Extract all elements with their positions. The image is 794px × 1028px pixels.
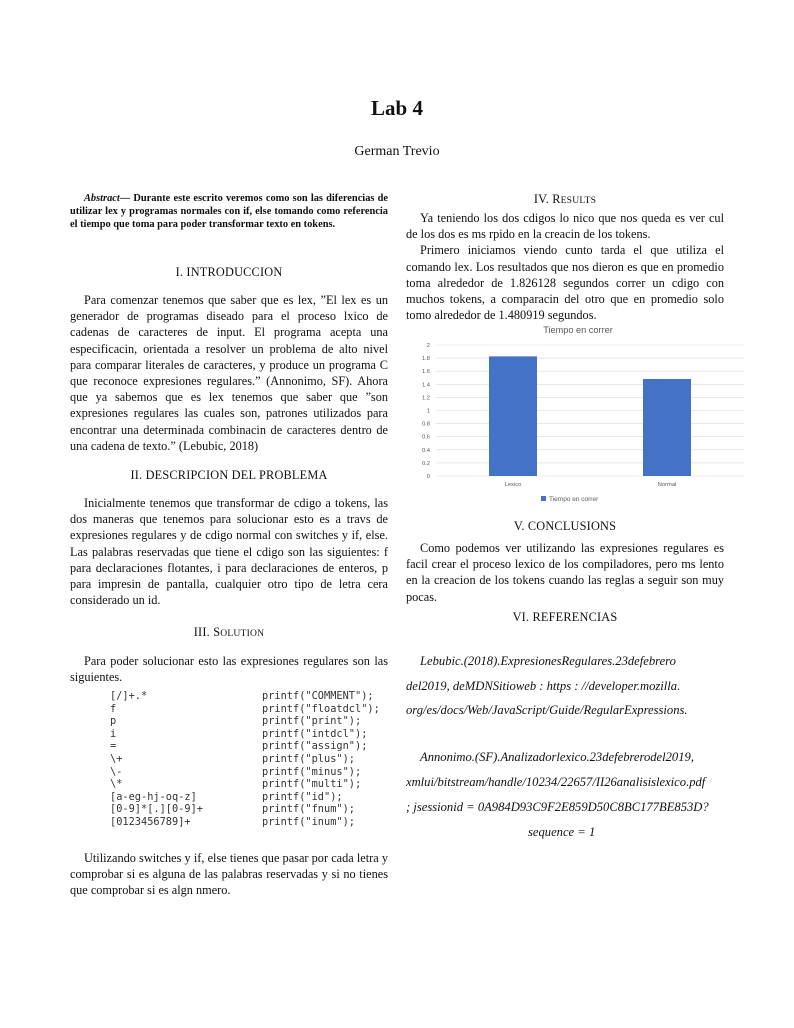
regex-action: printf("inum"); xyxy=(262,815,355,828)
chart-bar-lexico xyxy=(489,356,537,476)
regex-action: printf("multi"); xyxy=(262,778,362,791)
results-paragraph xyxy=(406,210,724,323)
abstract-text: — Durante este escrito veremos como son las diferencias de utilizar lex y programas normales con if, else tomando como referencia el tiempo que toma para poder transformar texto en tokens. xyxy=(70,193,388,230)
reference-line-2: del2019, deMDNSitioweb : https : //developer.mozilla. xyxy=(406,679,681,693)
solution-paragraph xyxy=(70,653,388,685)
solution-paragraph-2 xyxy=(70,850,388,899)
results-heading-rest: ESULTS xyxy=(560,195,597,206)
intro-text: Para comenzar tenemos que saber que es lex, ”El lex es un generador de programas diseado para el proceso lxico de cadenas de caracteres de input. El programa acepta una especificacin, orientada a resolver un problema de alto nivel para comparar literales de caracteres, y produce un programa C que reconoce expresiones regulares.” (Annonimo, SF). Ahora que ya sabemos que es lex tenemos que saber que ”son expresiones regulares las cuales son, patrones utilizados para encontrar una determinada combinacin de caracteres dentro de una cadena de texto.” (Lebubic, 2018) xyxy=(70,293,388,453)
problem-text: Inicialmente tenemos que transformar de cdigo a tokens, las dos maneras que tenemos para solucionar esto es a travs de expresiones regulares y de cdigo normal con switches y if, else. Las palabras reservadas que tiene el cdigo son las siguientes: f para declaraciones flotantes, i para declaraciones de enteros, p para impresin de pantalla, cualquier otro tipo de letra cera considerado un id. xyxy=(70,496,388,608)
paper-title: Lab 4 xyxy=(371,96,423,120)
regex-action: printf("intdcl"); xyxy=(262,727,368,740)
section-heading-intro: I. INTRODUCCION xyxy=(175,265,283,279)
chart-legend-label: Tiempo en correr xyxy=(549,496,599,503)
conclusions-text: Como podemos ver utilizando las expresiones regulares es facil crear el proceso lexico de los compiladores, pero ms lento en la creacion de los tokens cuando las reglas a seguir son muy pocas. xyxy=(406,541,724,604)
chart-y-tick-label: 0 xyxy=(426,474,430,480)
solution-heading-first: S xyxy=(213,625,221,639)
solution-text-2: Utilizando switches y if, else tienes que pasar por cada letra y comprobar si es alguna de las palabras reservadas y si no tienes que comprobar si es algn nmero. xyxy=(70,851,388,898)
author-name: German Trevio xyxy=(354,144,440,159)
regex-pattern: [a-eg-hj-oq-z] xyxy=(110,790,197,803)
reference-line-6: ; jsessionid = 0A984D93C9F2E859D50C8BC177BE853D? xyxy=(406,800,709,814)
chart-legend-swatch xyxy=(541,496,546,501)
bar-chart-svg xyxy=(406,320,750,510)
chart-x-labels xyxy=(505,482,677,488)
chart-y-tick-label: 0.8 xyxy=(421,421,430,428)
chart-y-tick-label: 1 xyxy=(426,408,430,415)
regex-pattern: p xyxy=(110,715,117,728)
chart-y-tick-label: 0.4 xyxy=(421,447,430,454)
solution-heading-rest: OLUTION xyxy=(220,628,265,639)
intro-paragraph xyxy=(70,292,388,454)
chart-y-tick-label: 1.4 xyxy=(421,382,430,389)
bar-chart xyxy=(406,320,750,515)
chart-y-tick-label: 0.2 xyxy=(421,460,430,467)
chart-y-tick-label: 1.8 xyxy=(421,356,430,363)
results-text-1: Ya teniendo los dos cdigos lo nico que nos queda es ver cul de los dos es ms rpido en la creacin de los tokens. xyxy=(406,211,724,242)
regex-action: printf("assign"); xyxy=(262,740,368,753)
chart-y-tick-label: 1.2 xyxy=(421,395,430,402)
regex-action-list xyxy=(262,690,380,829)
chart-x-label: Normal xyxy=(657,482,677,488)
abstract xyxy=(70,192,388,231)
reference-line-1: Lebubic.(2018).ExpresionesRegulares.23defebrero xyxy=(420,654,676,668)
chart-bars xyxy=(489,356,691,476)
regex-pattern: [0123456789]+ xyxy=(110,815,191,828)
regex-action: printf("COMMENT"); xyxy=(262,690,374,702)
regex-pattern: = xyxy=(110,740,117,753)
solution-heading-num: III. xyxy=(193,625,210,639)
results-heading-num: IV. xyxy=(533,192,549,206)
chart-y-tick-label: 0.6 xyxy=(421,434,430,441)
regex-pattern: [0-9]*[.][0-9]+ xyxy=(110,803,203,816)
chart-bar-normal xyxy=(643,379,691,476)
chart-title: Tiempo en correr xyxy=(543,325,613,335)
section-heading-conclusions: V. CONCLUSIONS xyxy=(513,519,617,533)
reference-line-7: sequence = 1 xyxy=(528,825,596,839)
regex-pattern: \- xyxy=(110,765,123,778)
section-heading-problem: II. DESCRIPCION DEL PROBLEMA xyxy=(130,468,328,482)
chart-grid xyxy=(436,345,744,476)
regex-pattern: \+ xyxy=(110,752,123,765)
chart-y-tick-label: 2 xyxy=(426,343,430,349)
regex-action: printf("plus"); xyxy=(262,752,355,765)
regex-action: printf("minus"); xyxy=(262,765,362,778)
regex-pattern: i xyxy=(110,727,117,740)
reference-line-5: xmlui/bitstream/handle/10234/22657/II26analisislexico.pdf xyxy=(406,775,706,789)
section-heading-references: VI. REFERENCIAS xyxy=(512,610,618,624)
section-heading-results xyxy=(406,192,724,207)
reference-line-3: org/es/docs/Web/JavaScript/Guide/RegularExpressions. xyxy=(406,703,688,717)
results-heading-first: R xyxy=(552,192,561,206)
abstract-label: Abstract xyxy=(84,193,120,204)
regex-action: printf("floatdcl"); xyxy=(262,702,380,715)
regex-action: printf("fnum"); xyxy=(262,803,355,816)
section-heading-solution xyxy=(70,625,388,640)
chart-y-ticks xyxy=(422,343,431,480)
problem-paragraph xyxy=(70,495,388,608)
regex-action: printf("print"); xyxy=(262,715,362,728)
solution-text: Para poder solucionar esto las expresiones regulares son las siguientes. xyxy=(70,654,388,685)
regex-action: printf("id"); xyxy=(262,790,343,803)
regex-pattern: [/]+.* xyxy=(110,690,148,702)
results-text-2: Primero iniciamos viendo cunto tarda el que utiliza el comando lex. Los resultados que nos dieron es que en promedio toma alrededor de 1.826128 segundos correr un cdigo con muchos tokens, a comparacin del otro que en promedio solo tomo alrededor de 1.480919 segundos. xyxy=(406,243,724,323)
conclusions-paragraph xyxy=(406,540,724,605)
reference-line-4: Annonimo.(SF).Analizadorlexico.23defebrerodel2019, xyxy=(420,750,694,764)
regex-pattern: \* xyxy=(110,778,123,791)
regex-pattern: f xyxy=(110,702,117,715)
regex-pattern-list xyxy=(110,690,203,829)
chart-y-tick-label: 1.6 xyxy=(421,369,430,376)
chart-x-label: Lexico xyxy=(504,482,522,488)
